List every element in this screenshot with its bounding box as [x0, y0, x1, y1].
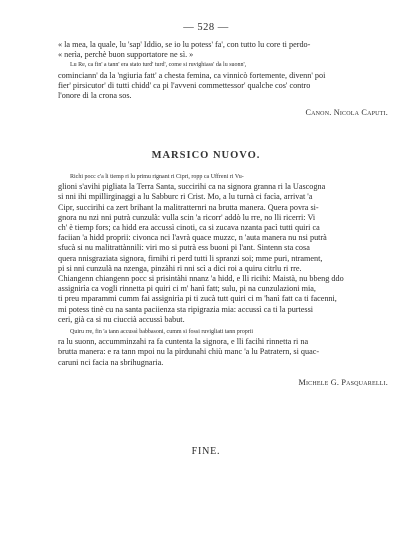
- text-line: quera nnisgraziata signora, firnihi ri perd tutti li spranzi soi; mme puri, ntrament,: [58, 253, 323, 263]
- page-number: — 528 —: [183, 22, 229, 33]
- signature-caputi: Canon. Nicola Caputi.: [305, 108, 388, 117]
- text-line: sfucà si nu malitrattànnili: viri mo si putrà ess buoni pi l'ant. Sintenn sta cosa: [58, 243, 310, 253]
- text-line: « la mea, la quale, lu 'sap' Iddio, se io lu potess' fa', con tutto lu core ti perdo-: [58, 40, 311, 49]
- signature-pasquarelli: Michele G. Pasquarelli.: [298, 378, 388, 387]
- text-line: mi potess tinè cu na santa paciienza sta ripigrazia mia: accussì ca ti la purtessi: [58, 304, 314, 314]
- end-marker: FINE.: [191, 446, 221, 457]
- text-line: Quiru rre, fin 'a tann accussì babbasoni, cumm si fossi ruvigliati tann proprii: [70, 329, 254, 335]
- story-paragraph: [58, 172, 388, 325]
- text-line: Richi pocc c'a li tiemp ri lu primu rignant ri Cipri, ropp ca Uffreni ri Vu-: [70, 174, 244, 180]
- text-line: pi si nni cunzulà na nzenga, pinzàhi ri nni scì a dici roi a quiru citrlu ri rre.: [58, 263, 302, 273]
- text-line: caruni nci facia na sbrihugnaria.: [58, 357, 164, 367]
- text-line: brutta manera: e ra tann mpoi nu la pirdunahi chiù manc 'a lu Patratern, si quac-: [58, 347, 320, 357]
- text-line: « nerìa, perchè buon supportatore ne sì. »: [58, 50, 194, 60]
- text-line: ceri, già ca si nu ciuccià accussì babut.: [58, 314, 185, 324]
- text-line: Lu Re, ca fin' a tann' era stato turd' turd', come si ruvighiass' da lu suonn',: [70, 62, 247, 69]
- text-line: Cipr, succirihi ca zert brihant la malitratternri na brutta manera. Quera povra si-: [58, 202, 319, 212]
- text-line: cominciann' da la 'ngiuria fatt' a chesta femina, ca vinnicò fortemente, divenn' poi: [58, 70, 326, 80]
- text-line: glioni s'avihi pigliata la Terra Santa, succirihi ca na signora granna ri la Uascogna: [58, 182, 326, 192]
- text-line: faciian 'a hidd proprii: civonca nci l'avrà quace muzzc, n 'auta manera nu nsi putrà: [58, 233, 327, 243]
- text-line: assignirìa ca vogli rinnetta pi quiri ci m' hanì fatt; sulu, pi na cunzulazioni mia,: [58, 284, 316, 294]
- text-line: fier' pirsicutor' di tutti chidd' ca pi l'avveni commettessor' qualche cos' contro: [58, 80, 311, 90]
- text-line: si nni ihi mpillirginaggi a lu Sabburc ri Crist. Mo, a lu turnà ci facìa, arrivat 'a: [58, 192, 313, 202]
- text-line: ti preu mparammi cumm fai assignirìa pi ti zucà tutt quiri ci m 'hanì fatt ca ti facenni,: [58, 294, 337, 304]
- text-line: l'onore di la crona sos.: [58, 91, 132, 101]
- text-line: ch' è tiemp fors; ca hidd era accussì cinoti, ca si zucava nzanta pacì tutti quiri ca: [58, 223, 320, 233]
- text-line: ra lu suonn, accumminzahi ra fa cuntenta la signora, e lli facihi rinnetta ri na: [58, 337, 309, 347]
- text-line: gnora nu nzi nni putrà cunzulà: vulla scin 'a ricorr' addò lu rre, no lli ricerri: Vi: [58, 212, 316, 222]
- top-paragraph: [58, 40, 388, 101]
- final-paragraph: [58, 327, 388, 368]
- text-line: Chiangenn chiangenn pocc si prisintàhi nnanz 'a hidd, e lli ricihi: Maistà, nu bbeng ddo: [58, 274, 344, 284]
- section-heading: MARSICO NUOVO.: [151, 150, 261, 161]
